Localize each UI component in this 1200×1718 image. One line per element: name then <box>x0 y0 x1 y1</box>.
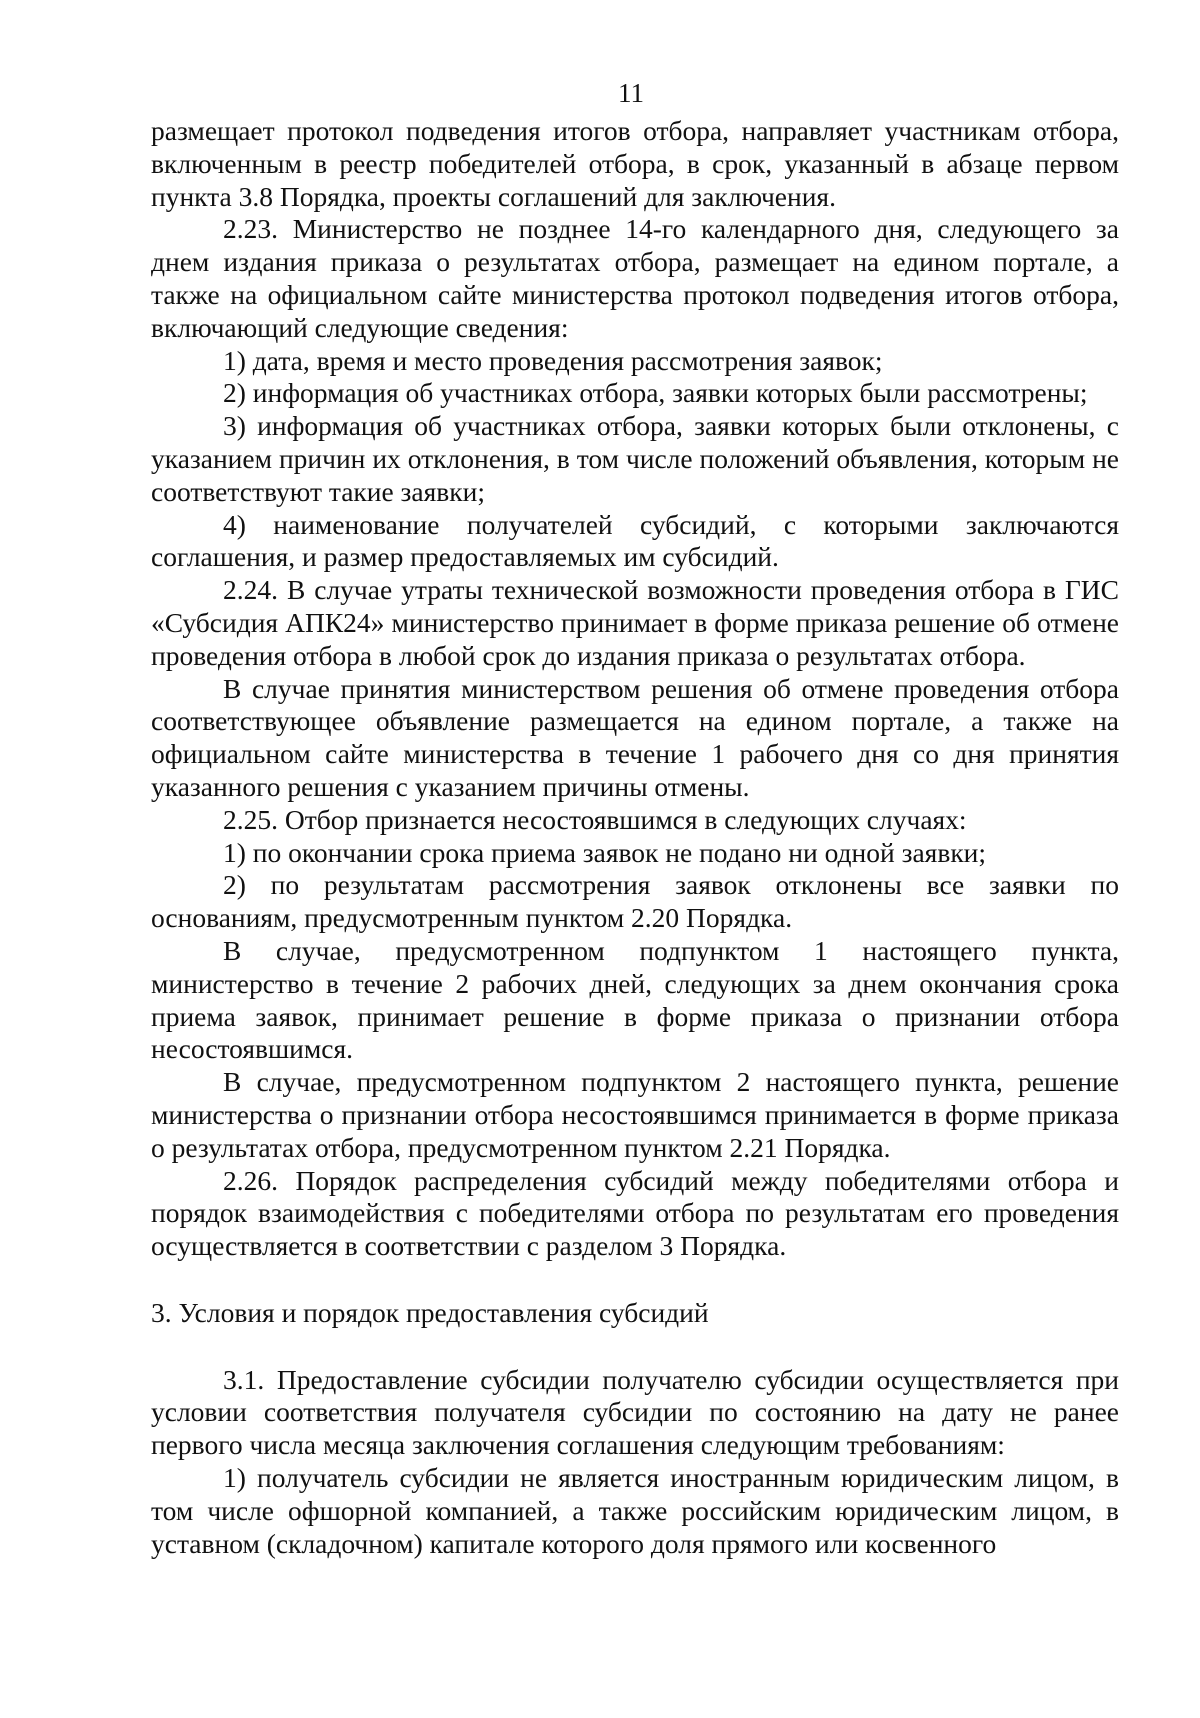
list-item: 3) информация об участниках отбора, заявки которых были отклонены, с указанием причин их отклонения, в том числе положений объявления, которым не соответствуют такие заявки; <box>151 410 1119 507</box>
list-item: 1) получатель субсидии не является иностранным юридическим лицом, в том числе офшорной компанией, а также российским юридическим лицом, в уставном (складочном) капитале которого доля прямого или косвенного <box>151 1462 1119 1559</box>
list-item: 2) информация об участниках отбора, заявки которых были рассмотрены; <box>223 377 1088 409</box>
page-number: 11 <box>618 78 644 108</box>
document-body <box>151 115 1119 1560</box>
paragraph: 2.24. В случае утраты технической возможности проведения отбора в ГИС «Субсидия АПК24» министерство принимает в форме приказа решение об отмене проведения отбора в любой срок до издания приказа о результатах отбора. <box>151 574 1119 671</box>
paragraph: В случае принятия министерством решения об отмене проведения отбора соответствующее объявление размещается на едином портале, а также на официальном сайте министерства в течение 1 рабочего дня со дня принятия указанного решения с указанием причины отмены. <box>151 672 1119 802</box>
paragraph: размещает протокол подведения итогов отбора, направляет участникам отбора, включенным в реестр победителей отбора, в срок, указанный в абзаце первом пункта 3.8 Порядка, проекты соглашений для заключения. <box>151 115 1119 212</box>
paragraph: В случае, предусмотренном подпунктом 2 настоящего пункта, решение министерства о признании отбора несостоявшимся принимается в форме приказа о результатах отбора, предусмотренном пунктом 2.21 Порядка. <box>151 1066 1119 1163</box>
section-heading: 3. Условия и порядок предоставления субсидий <box>151 1296 709 1328</box>
paragraph: 2.25. Отбор признается несостоявшимся в следующих случаях: <box>223 803 967 835</box>
paragraph: В случае, предусмотренном подпунктом 1 настоящего пункта, министерство в течение 2 рабочих дней, следующих за днем окончания срока приема заявок, принимает решение в форме приказа о признании отбора несостоявшимся. <box>151 934 1119 1065</box>
paragraph: 2.23. Министерство не позднее 14-го календарного дня, следующего за днем издания приказа о результатах отбора, размещает на едином портале, а также на официальном сайте министерства протокол подведения итогов отбора, включающий следующие сведения: <box>151 213 1119 343</box>
paragraph: 2.26. Порядок распределения субсидий между победителями отбора и порядок взаимодействия с победителями отбора по результатам его проведения осуществляется в соответствии с разделом 3 Порядка. <box>151 1164 1119 1262</box>
list-item: 4) наименование получателей субсидий, с которыми заключаются соглашения, и размер предоставляемых им субсидий. <box>151 508 1119 573</box>
list-item: 1) дата, время и место проведения рассмотрения заявок; <box>223 344 883 376</box>
paragraph: 3.1. Предоставление субсидии получателю субсидии осуществляется при условии соответствия получателя субсидии по состоянию на дату не ранее первого числа месяца заключения соглашения следующим требованиям: <box>151 1363 1119 1461</box>
list-item: 1) по окончании срока приема заявок не подано ни одной заявки; <box>223 836 987 868</box>
list-item: 2) по результатам рассмотрения заявок отклонены все заявки по основаниям, предусмотренным пунктом 2.20 Порядка. <box>151 869 1119 934</box>
